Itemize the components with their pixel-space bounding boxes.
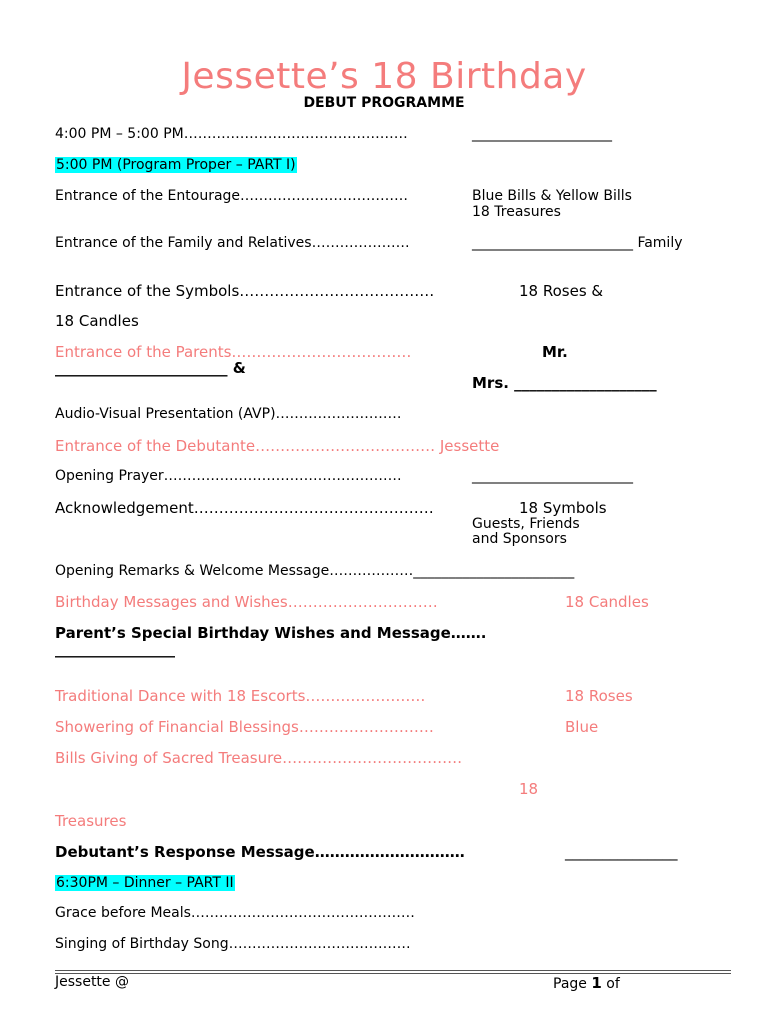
- grace-line: Grace before Meals…………………………………………: [55, 905, 415, 921]
- page-current: 1: [591, 974, 602, 992]
- parents-wishes-blank: ________________: [55, 640, 175, 658]
- part-one-heading: [55, 157, 297, 173]
- footer-rule-top: [55, 970, 731, 971]
- parents-mr-blank: _______________________ &: [55, 359, 246, 377]
- sacred-treasure-line: Bills Giving of Sacred Treasure………………………………: [55, 749, 463, 767]
- opening-remarks-line: Opening Remarks & Welcome Message………………_______________________: [55, 563, 575, 579]
- response-message-blank: _______________: [565, 843, 678, 861]
- entourage-line: Entrance of the Entourage………………………………: [55, 188, 409, 204]
- acknowledgement-detail-2: Guests, Friends: [472, 516, 580, 532]
- acknowledgement-line: Acknowledgement…………………………………………: [55, 499, 434, 517]
- document-subtitle: DEBUT PROGRAMME: [303, 95, 465, 111]
- part-two-heading: [55, 875, 235, 891]
- entourage-detail-2: 18 Treasures: [472, 204, 561, 220]
- opening-prayer-line: Opening Prayer……………………………………………: [55, 468, 402, 484]
- footer-rule-bottom: [55, 973, 731, 974]
- symbols-line: Entrance of the Symbols…………………………………: [55, 282, 435, 300]
- response-message-line: Debutant’s Response Message…………………………: [55, 843, 465, 861]
- page-number: [553, 974, 620, 992]
- opening-prayer-blank: _______________________: [472, 468, 633, 484]
- symbols-detail: 18 Roses &: [519, 282, 604, 300]
- family-detail: _______________________ Family: [472, 235, 683, 251]
- parents-wishes-line: Parent’s Special Birthday Wishes and Message…….: [55, 624, 487, 642]
- footer-left: Jessette @: [55, 974, 129, 990]
- document-title: Jessette’s 18 Birthday: [181, 56, 587, 97]
- debutante-entrance-line: Entrance of the Debutante……………………………… Jessette: [55, 437, 500, 455]
- symbols-continuation: 18 Candles: [55, 312, 139, 330]
- time-slot-blank: ____________________: [472, 126, 612, 142]
- family-line: Entrance of the Family and Relatives…………………: [55, 235, 410, 251]
- acknowledgement-detail-3: and Sponsors: [472, 531, 567, 547]
- part-one-highlight: 5:00 PM (Program Proper – PART I): [56, 157, 296, 173]
- entourage-detail-1: Blue Bills & Yellow Bills: [472, 188, 632, 204]
- financial-blessings-line: Showering of Financial Blessings………………………: [55, 718, 434, 736]
- page-prefix: Page: [553, 976, 587, 992]
- treasures-count: 18: [519, 780, 539, 798]
- parents-mrs: Mrs. ___________________: [472, 374, 657, 392]
- parents-line: Entrance of the Parents………………………………: [55, 343, 412, 361]
- traditional-dance-detail: 18 Roses: [565, 687, 633, 705]
- part-two-highlight: 6:30PM – Dinner – PART II: [56, 875, 234, 891]
- birthday-messages-line: Birthday Messages and Wishes…………………………: [55, 593, 438, 611]
- financial-blessings-detail: Blue: [565, 718, 599, 736]
- treasures-label: Treasures: [55, 812, 127, 830]
- page-suffix: of: [606, 976, 620, 992]
- birthday-song-line: Singing of Birthday Song…………………………………: [55, 936, 411, 952]
- avp-line: Audio-Visual Presentation (AVP)………………………: [55, 406, 402, 422]
- birthday-messages-detail: 18 Candles: [565, 593, 649, 611]
- parents-mr: Mr.: [542, 343, 568, 361]
- acknowledgement-detail-1: 18 Symbols: [519, 499, 607, 517]
- traditional-dance-line: Traditional Dance with 18 Escorts……………………: [55, 687, 426, 705]
- time-slot-line: 4:00 PM – 5:00 PM…………………………………………: [55, 126, 408, 142]
